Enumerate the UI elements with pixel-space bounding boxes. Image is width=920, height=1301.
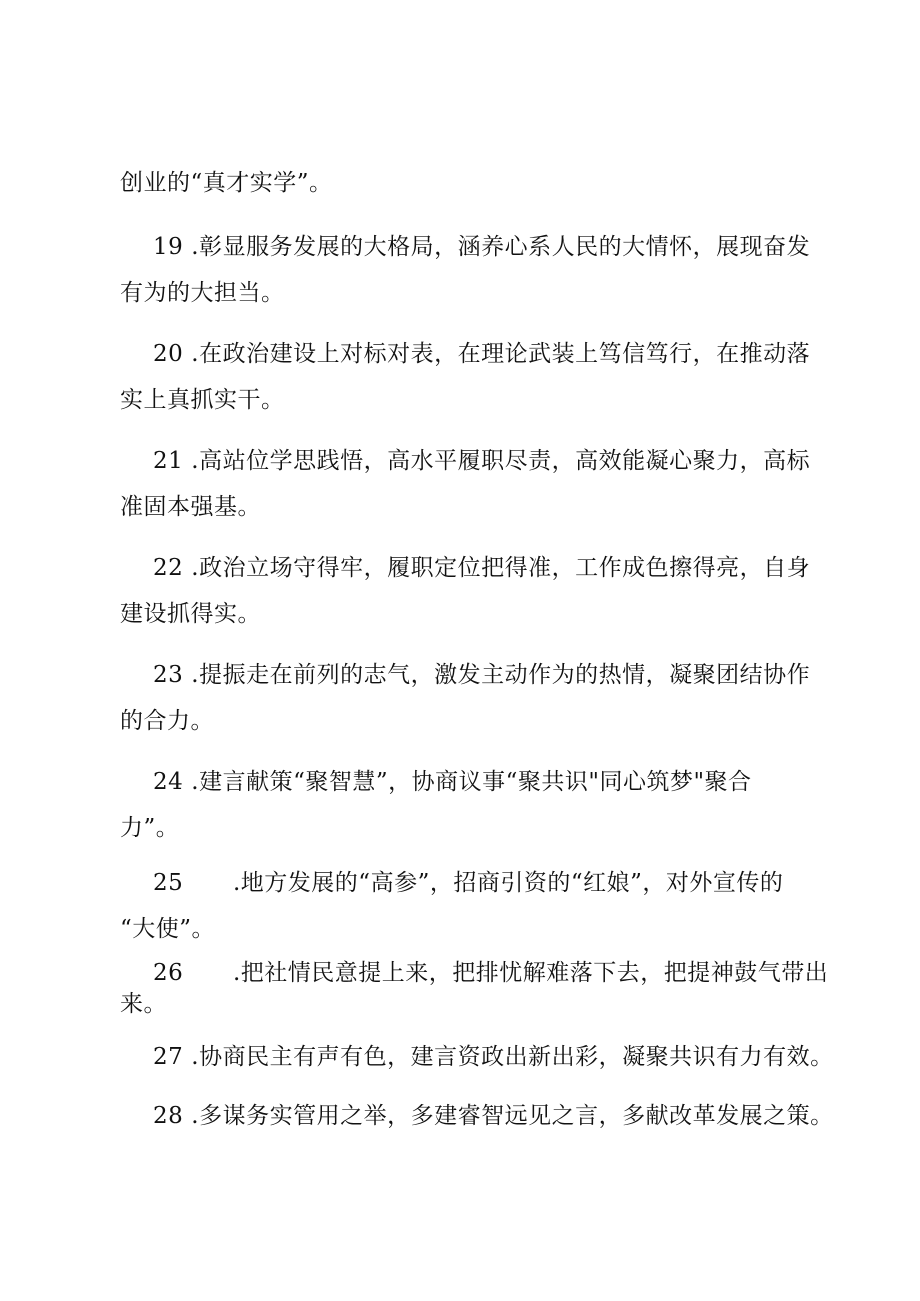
paragraph-text: 建设抓得实。 xyxy=(120,601,261,627)
paragraph-continuation-line xyxy=(120,168,333,198)
paragraph-24-line-2 xyxy=(120,813,179,843)
paragraph-20-line-2 xyxy=(120,385,285,415)
item-number: 24 xyxy=(153,769,184,795)
paragraph-text: .彰显服务发展的大格局，涵养心系人民的大情怀，展现奋发 xyxy=(191,234,811,260)
paragraph-text: .在政治建设上对标对表，在理论武装上笃信笃行，在推动落 xyxy=(191,341,811,367)
item-number: 27 xyxy=(153,1044,184,1070)
paragraph-text: .建言献策“聚智慧”，协商议事“聚共识"同心筑梦"聚合 xyxy=(191,769,752,795)
item-number: 19 xyxy=(153,234,184,260)
item-number: 25 xyxy=(153,870,184,896)
paragraph-25-line-1 xyxy=(153,868,783,898)
paragraph-text: 的合力。 xyxy=(120,708,214,734)
paragraph-text: .提振走在前列的志气，激发主动作为的热情，凝聚团结协作 xyxy=(191,662,811,688)
item-number: 21 xyxy=(153,448,184,474)
paragraph-text: 创业的“真才实学”。 xyxy=(120,170,333,196)
paragraph-text: 实上真抓实干。 xyxy=(120,387,285,413)
paragraph-26-line-2 xyxy=(120,989,167,1019)
paragraph-22-line-1 xyxy=(153,553,810,583)
paragraph-text: .高站位学思践悟，高水平履职尽责，高效能凝心聚力，高标 xyxy=(191,448,811,474)
paragraph-text: .把社情民意提上来，把排忧解难落下去，把提神鼓气带出 xyxy=(233,960,829,986)
paragraph-21-line-2 xyxy=(120,492,261,522)
paragraph-21-line-1 xyxy=(153,446,810,476)
item-number: 20 xyxy=(153,341,184,367)
paragraph-text: .协商民主有声有色，建言资政出新出彩，凝聚共识有力有效。 xyxy=(191,1044,834,1070)
item-number: 23 xyxy=(153,662,184,688)
paragraph-20-line-1 xyxy=(153,339,810,369)
paragraph-27-line-1 xyxy=(153,1042,834,1072)
paragraph-26-line-1 xyxy=(153,958,828,988)
item-number: 22 xyxy=(153,555,184,581)
paragraph-24-line-1 xyxy=(153,767,752,797)
paragraph-19-line-2 xyxy=(120,278,285,308)
paragraph-text: .多谋务实管用之举，多建睿智远见之言，多献改革发展之策。 xyxy=(191,1103,834,1129)
paragraph-23-line-1 xyxy=(153,660,810,690)
paragraph-19-line-1 xyxy=(153,232,810,262)
paragraph-text: .政治立场守得牢，履职定位把得准，工作成色擦得亮，自身 xyxy=(191,555,811,581)
paragraph-text: 来。 xyxy=(120,991,167,1017)
paragraph-text: “大使”。 xyxy=(120,916,216,942)
paragraph-22-line-2 xyxy=(120,599,261,629)
paragraph-28-line-1 xyxy=(153,1101,834,1131)
paragraph-text: 准固本强基。 xyxy=(120,494,261,520)
paragraph-23-line-2 xyxy=(120,706,214,736)
paragraph-text: .地方发展的“高参”，招商引资的“红娘”，对外宣传的 xyxy=(233,870,784,896)
paragraph-text: 力”。 xyxy=(120,815,180,841)
item-number: 26 xyxy=(153,960,184,986)
paragraph-25-line-2 xyxy=(120,914,215,944)
paragraph-text: 有为的大担当。 xyxy=(120,280,285,306)
item-number: 28 xyxy=(153,1103,184,1129)
